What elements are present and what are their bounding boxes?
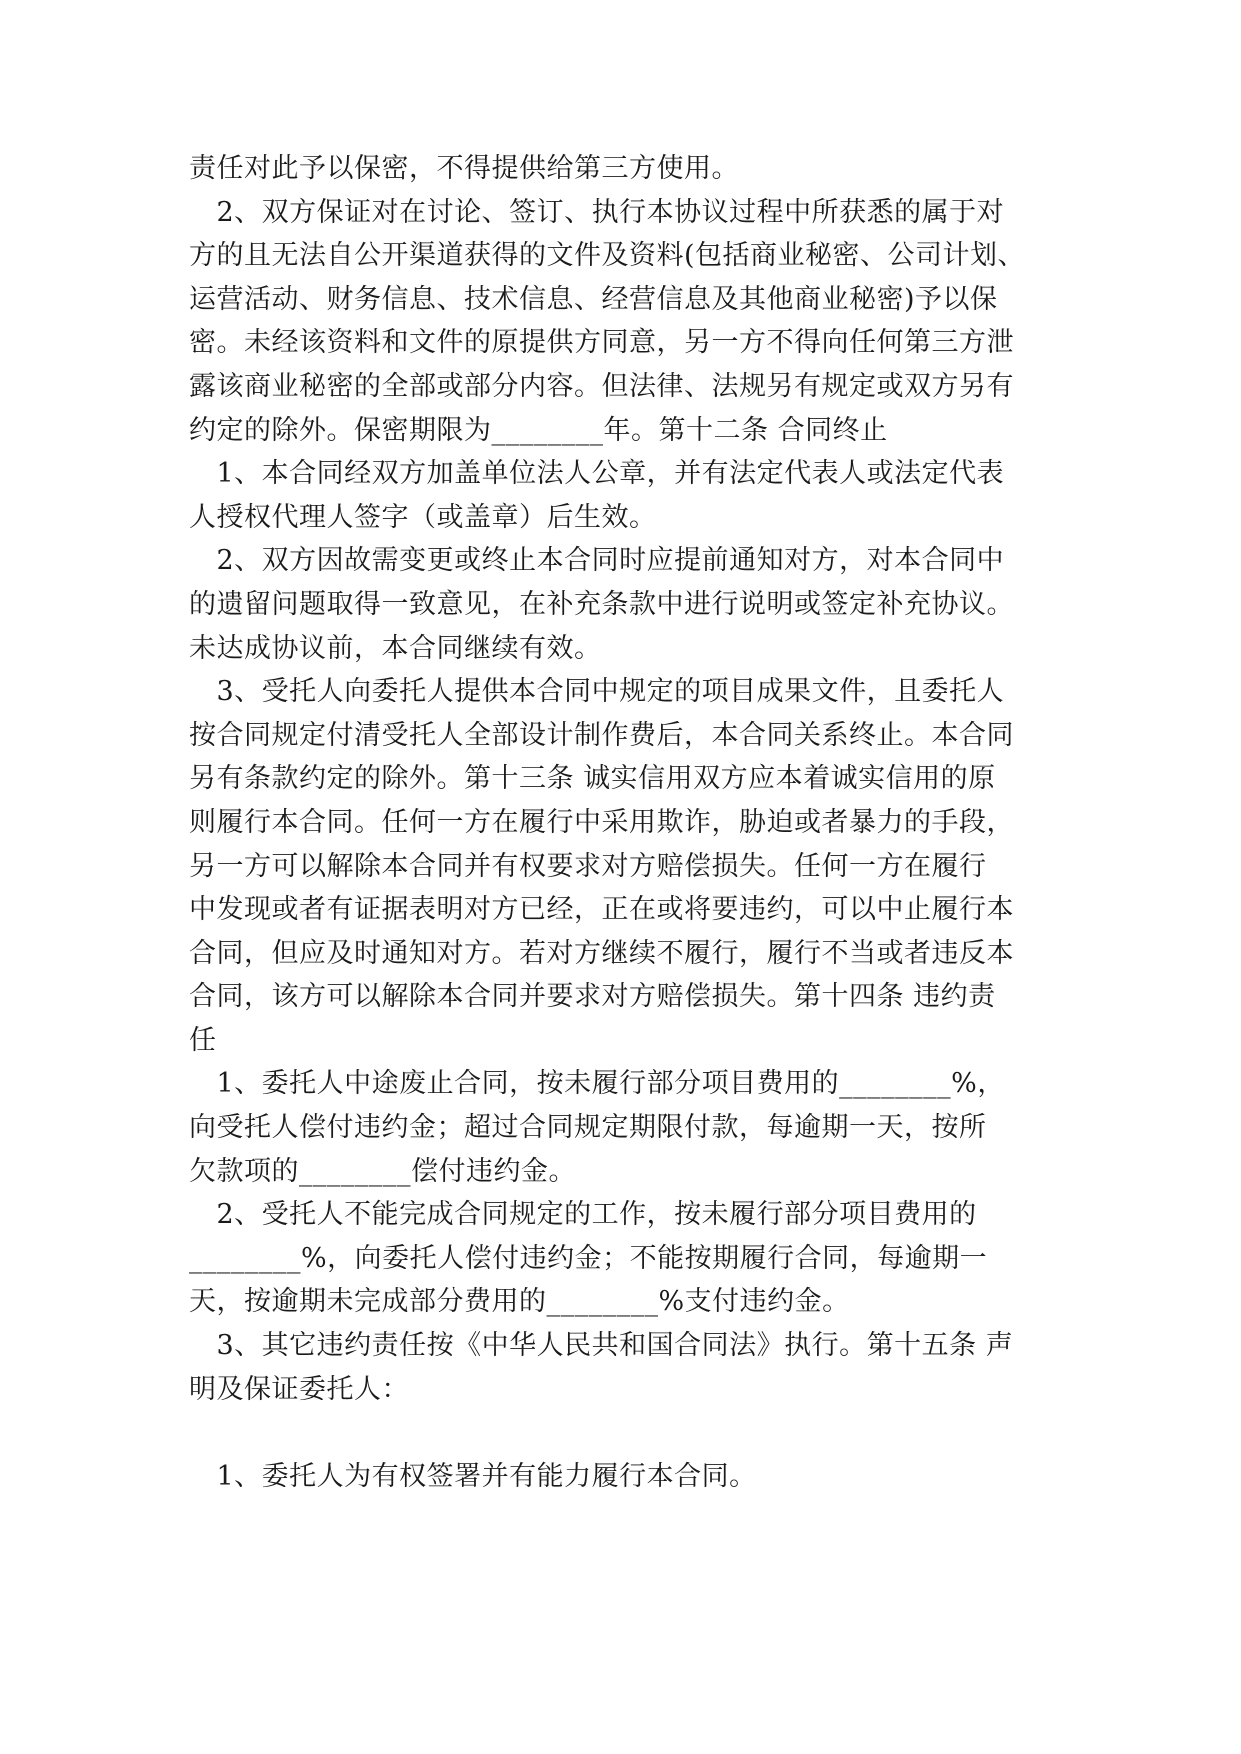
text-line: 1、委托人中途废止合同，按未履行部分项目费用的________%，: [189, 1068, 1005, 1100]
text-line: 天，按逾期未完成部分费用的________%支付违约金。: [189, 1286, 850, 1318]
text-line: 中发现或者有证据表明对方已经，正在或将要违约，可以中止履行本: [189, 894, 1014, 926]
text-line: 另一方可以解除本合同并有权要求对方赔偿损失。任何一方在履行: [189, 850, 987, 882]
text-line: 未达成协议前，本合同继续有效。: [189, 632, 602, 664]
text-line: 方的且无法自公开渠道获得的文件及资料(包括商业秘密、公司计划、: [189, 240, 1026, 272]
text-line: 责任对此予以保密，不得提供给第三方使用。: [189, 153, 739, 184]
text-line: 2、受托人不能完成合同规定的工作，按未履行部分项目费用的: [189, 1199, 977, 1231]
document-body: [189, 147, 1069, 1498]
text-line: 3、受托人向委托人提供本合同中规定的项目成果文件，且委托人: [189, 676, 1005, 708]
text-line: 欠款项的________偿付违约金。: [189, 1155, 576, 1187]
text-line: 向受托人偿付违约金；超过合同规定期限付款，每逾期一天，按所: [189, 1112, 987, 1144]
text-line: 约定的除外。保密期限为________年。第十二条 合同终止: [189, 414, 888, 446]
text-line: 则履行本合同。任何一方在履行中采用欺诈，胁迫或者暴力的手段，: [189, 806, 1014, 838]
text-line: 合同，但应及时通知对方。若对方继续不履行，履行不当或者违反本: [189, 937, 1014, 969]
text-line: 明及保证委托人：: [189, 1373, 409, 1405]
text-line: 任: [189, 1024, 217, 1056]
text-line: 露该商业秘密的全部或部分内容。但法律、法规另有规定或双方另有: [189, 370, 1014, 402]
text-line: ________%，向委托人偿付违约金；不能按期履行合同，每逾期一: [189, 1242, 988, 1274]
text-line: 的遗留问题取得一致意见，在补充条款中进行说明或签定补充协议。: [189, 588, 1014, 620]
text-line: 3、其它违约责任按《中华人民共和国合同法》执行。第十五条 声: [189, 1330, 1014, 1362]
text-line: 1、本合同经双方加盖单位法人公章，并有法定代表人或法定代表: [189, 458, 1005, 490]
text-line: 1、委托人为有权签署并有能力履行本合同。: [189, 1460, 757, 1492]
text-line: 2、双方保证对在讨论、签订、执行本协议过程中所获悉的属于对: [189, 196, 1005, 228]
text-line: 按合同规定付清受托人全部设计制作费后，本合同关系终止。本合同: [189, 719, 1014, 751]
text-line: 运营活动、财务信息、技术信息、经营信息及其他商业秘密)予以保: [189, 283, 998, 315]
text-line: 人授权代理人签字（或盖章）后生效。: [189, 501, 657, 533]
blank-line: [189, 1411, 1069, 1455]
text-line: 合同，该方可以解除本合同并要求对方赔偿损失。第十四条 违约责: [189, 981, 996, 1013]
text-line: 2、双方因故需变更或终止本合同时应提前通知对方，对本合同中: [189, 545, 1005, 577]
text-line: 另有条款约定的除外。第十三条 诚实信用双方应本着诚实信用的原: [189, 763, 996, 795]
text-line: 密。未经该资料和文件的原提供方同意，另一方不得向任何第三方泄: [189, 327, 1014, 359]
